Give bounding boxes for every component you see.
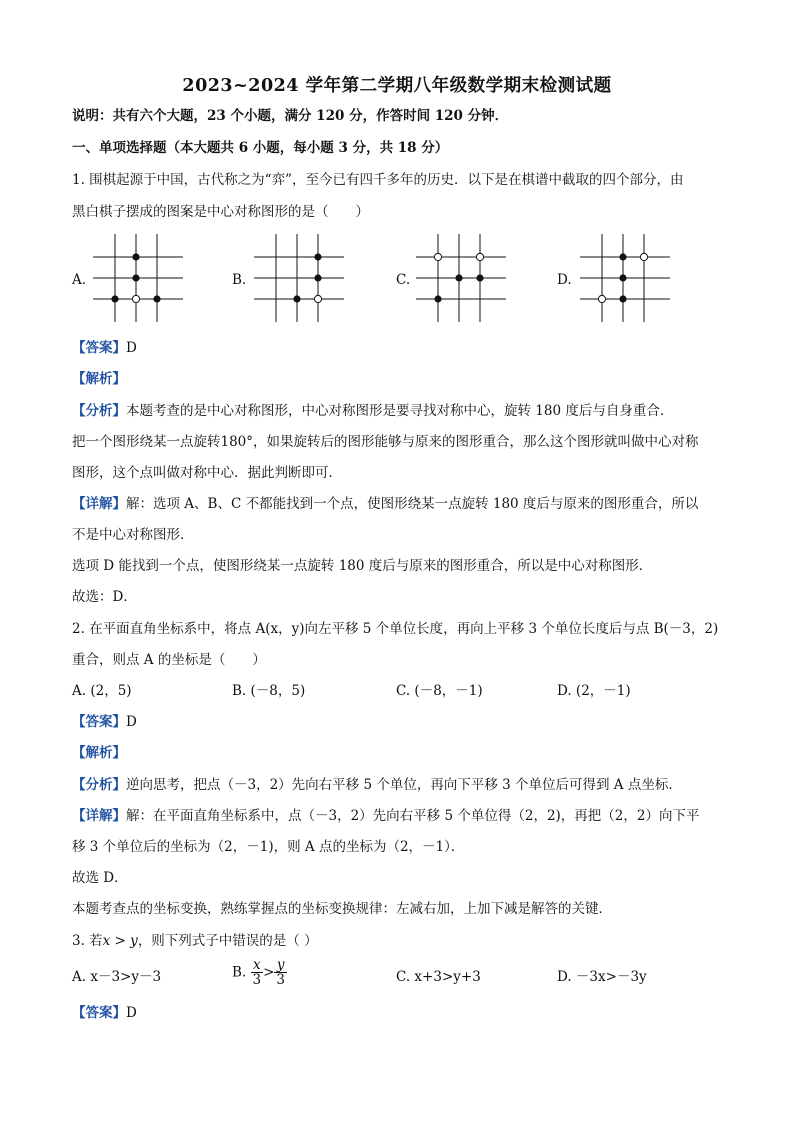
answer-tag: 【答案】 xyxy=(72,1005,126,1021)
section-heading: 一、单项选择题（本大题共 6 小题，每小题 3 分，共 18 分） xyxy=(72,140,449,156)
answer-tag: 【答案】 xyxy=(72,340,126,356)
white-stone xyxy=(434,253,441,260)
q2-option-d: D. (2，－1) xyxy=(557,683,631,699)
black-stone xyxy=(314,253,321,260)
white-stone xyxy=(598,295,605,302)
q1-fenxi xyxy=(72,402,673,420)
q2-option-a: A. (2，5) xyxy=(72,683,132,699)
q2-note: 本题考查点的坐标变换，熟练掌握点的坐标变换规律：左减右加，上加下减是解答的关键． xyxy=(72,901,612,917)
q1-option-c-label: C. xyxy=(396,272,411,288)
go-board-d xyxy=(580,234,670,324)
black-stone xyxy=(293,295,300,302)
q3-option-b: B. $\frac{x}{3}$ > $\frac{y}{3}$ xyxy=(232,957,286,988)
black-stone xyxy=(434,295,441,302)
q1-detail-line3: 选项 D 能找到一个点，使图形绕某一点旋转 180 度后与原来的图形重合，所以是中心对称图形． xyxy=(72,558,653,574)
q3-option-b-label: B. xyxy=(232,964,247,981)
instructions: 说明：共有六个大题，23 个小题，满分 120 分，作答时间 120 分钟． xyxy=(72,108,509,124)
q1-option-d-label: D. xyxy=(557,272,572,288)
q3-suffix: ，则下列式子中错误的是（ ） xyxy=(137,933,318,949)
q3-prefix: 3. 若 xyxy=(72,933,103,949)
q2-option-c: C. (－8，－1) xyxy=(396,683,483,699)
black-stone xyxy=(153,295,160,302)
white-stone xyxy=(640,253,647,260)
black-stone xyxy=(455,274,462,281)
q3-stem xyxy=(72,932,318,950)
detail-tag: 【详解】 xyxy=(72,808,126,824)
q2-analysis-tag xyxy=(72,744,126,762)
q2-answer xyxy=(72,713,137,731)
black-stone xyxy=(314,274,321,281)
answer-value: D xyxy=(126,1005,137,1021)
white-stone xyxy=(476,253,483,260)
q2-stem-line2: 重合，则点 A 的坐标是（ ） xyxy=(72,652,266,668)
q1-answer xyxy=(72,339,137,357)
analysis-tag: 【解析】 xyxy=(72,745,126,761)
detail-text: 解：在平面直角坐标系中，点（－3，2）先向右平移 5 个单位得（2，2)，再把（2，2）向下平 xyxy=(126,808,700,824)
fenxi-tag: 【分析】 xyxy=(72,403,126,419)
q1-detail-line1 xyxy=(72,495,698,513)
q1-option-a-label: A. xyxy=(72,272,87,288)
fenxi-tag: 【分析】 xyxy=(72,777,126,793)
answer-tag: 【答案】 xyxy=(72,714,126,730)
fenxi-text: 本题考查的是中心对称图形，中心对称图形是要寻找对称中心，旋转 180 度后与自身重合． xyxy=(126,403,674,419)
q2-option-b: B. (－8，5) xyxy=(232,683,306,699)
black-stone xyxy=(476,274,483,281)
go-board-a xyxy=(93,234,183,324)
q1-conclusion: 故选：D． xyxy=(72,589,137,605)
q3-answer xyxy=(72,1004,137,1022)
q2-conclusion: 故选 D． xyxy=(72,870,128,886)
black-stone xyxy=(619,295,626,302)
q1-option-b-label: B. xyxy=(232,272,247,288)
q1-stem-line1: 1. 围棋起源于中国，古代称之为“弈”，至今已有四千多年的历史．以下是在棋谱中截取的四个部分，由 xyxy=(72,172,684,188)
page-title: 2023~2024 学年第二学期八年级数学期末检测试题 xyxy=(182,76,612,96)
q3-condition: x > y xyxy=(102,933,138,949)
black-stone xyxy=(132,274,139,281)
q2-stem-line1: 2. 在平面直角坐标系中，将点 A(x，y)向左平移 5 个单位长度，再向上平移 3 个单位长度后与点 B(－3，2) xyxy=(72,621,719,637)
go-board-c xyxy=(416,234,506,324)
q1-analysis-tag xyxy=(72,370,126,388)
white-stone xyxy=(132,295,139,302)
fraction: $\frac{y}{3}$ xyxy=(276,957,286,988)
black-stone xyxy=(619,274,626,281)
white-stone xyxy=(314,295,321,302)
black-stone xyxy=(132,253,139,260)
answer-value: D xyxy=(126,714,137,730)
q3-option-d: D. －3x>－3y xyxy=(557,969,647,985)
q3-option-c: C. x+3>y+3 xyxy=(396,969,481,985)
answer-value: D xyxy=(126,340,137,356)
black-stone xyxy=(619,253,626,260)
q1-explain-line2: 图形，这个点叫做对称中心．据此判断即可． xyxy=(72,465,342,481)
q1-stem-line2: 黑白棋子摆成的图案是中心对称图形的是（ ） xyxy=(72,204,369,220)
analysis-tag: 【解析】 xyxy=(72,371,126,387)
fenxi-text: 逆向思考，把点（－3，2）先向右平移 5 个单位，再向下平移 3 个单位后可得到 A 点坐标． xyxy=(126,777,682,793)
detail-tag: 【详解】 xyxy=(72,496,126,512)
q3-option-a: A. x－3>y－3 xyxy=(72,969,162,985)
q2-fenxi xyxy=(72,776,682,794)
fraction: $\frac{x}{3}$ xyxy=(252,957,262,988)
q1-explain-line1: 把一个图形绕某一点旋转180°，如果旋转后的图形能够与原来的图形重合，那么这个图形就叫做中心对称 xyxy=(72,434,699,450)
q2-detail-line2: 移 3 个单位后的坐标为（2，－1)，则 A 点的坐标为（2，－1）． xyxy=(72,839,465,855)
go-board-b xyxy=(254,234,344,324)
detail-text: 解：选项 A、B、C 不都能找到一个点，使图形绕某一点旋转 180 度后与原来的图形重合，所以 xyxy=(126,496,699,512)
black-stone xyxy=(111,295,118,302)
q2-detail-line1 xyxy=(72,807,699,825)
q1-detail-line2: 不是中心对称图形． xyxy=(72,527,194,543)
